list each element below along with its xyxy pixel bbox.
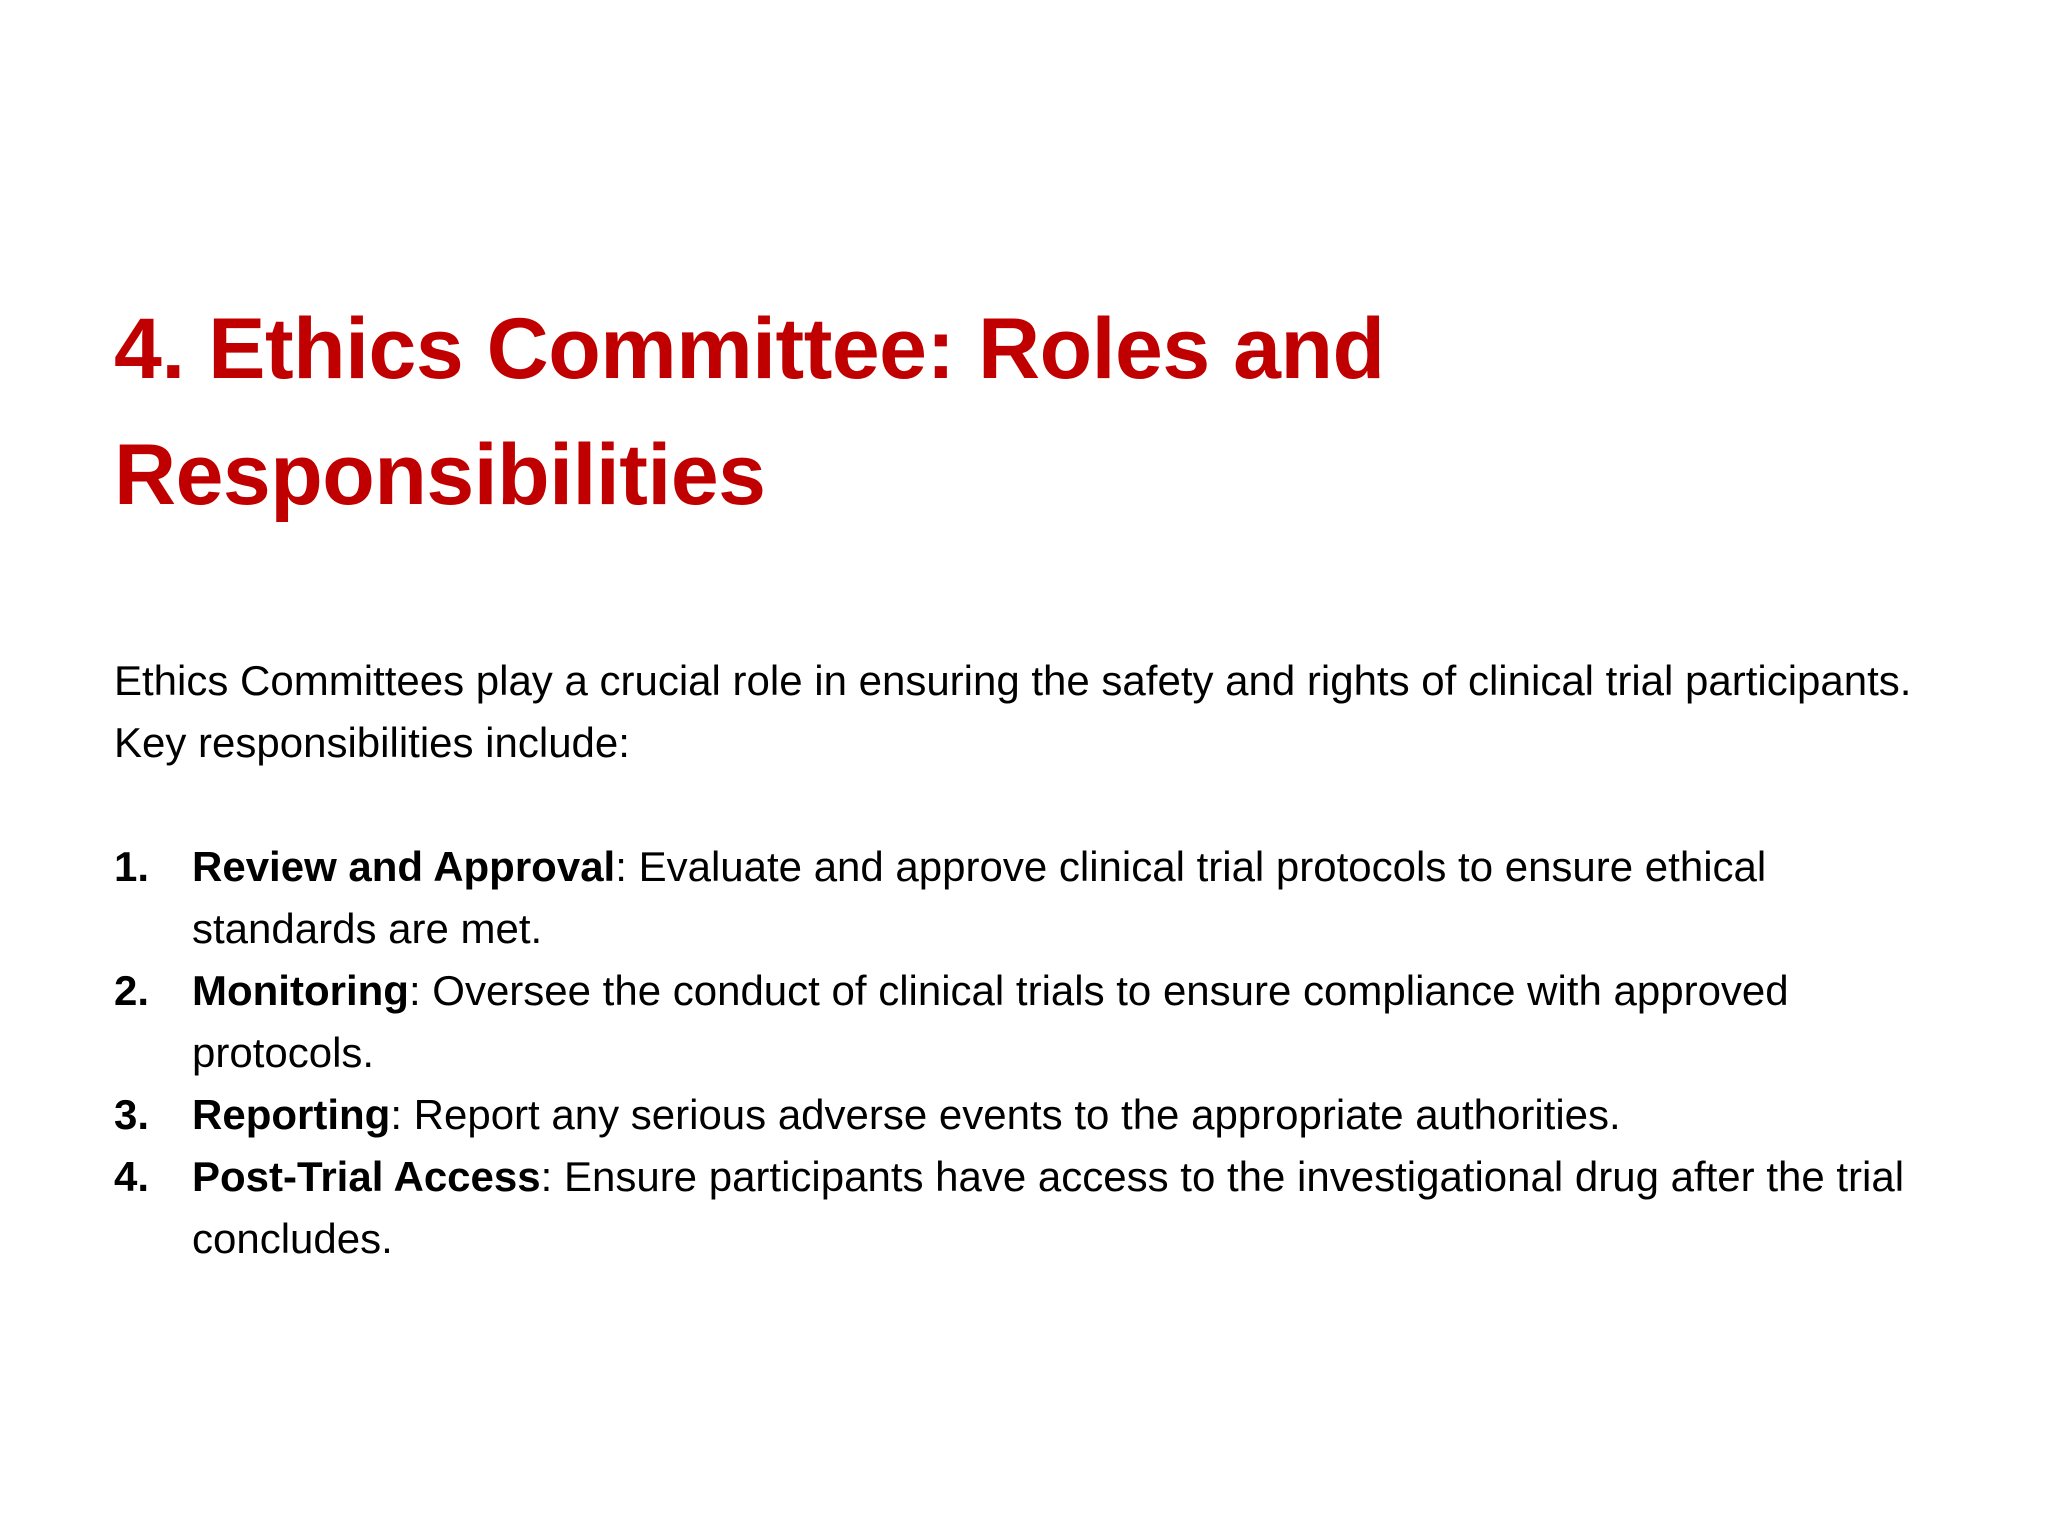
list-item-monitoring [114, 960, 1954, 1084]
list-item-post-trial-access [114, 1146, 1954, 1270]
list-item-description: : Ensure participants have access to the investigational drug after the trial concludes. [192, 1153, 1905, 1262]
list-item-term: Monitoring [192, 967, 409, 1014]
list-item-number: 1. [114, 843, 150, 890]
intro-paragraph: Ethics Committees play a crucial role in ensuring the safety and rights of clinical trial participants. Key responsibilities include: [114, 657, 1912, 766]
list-item-number: 4. [114, 1153, 150, 1200]
list-item-term: Post-Trial Access [192, 1153, 541, 1200]
list-item-term: Review and Approval [192, 843, 616, 890]
list-item-term: Reporting [192, 1091, 391, 1138]
slide-body [114, 650, 1954, 1270]
list-item-description: : Oversee the conduct of clinical trials to ensure compliance with approved protocols. [192, 967, 1789, 1076]
list-item-number: 2. [114, 967, 150, 1014]
list-item-description: : Evaluate and approve clinical trial protocols to ensure ethical standards are met. [192, 843, 1767, 952]
responsibilities-list [114, 836, 1954, 1270]
list-item-description: : Report any serious adverse events to the appropriate authorities. [390, 1091, 1621, 1138]
list-item-reporting [114, 1084, 1954, 1146]
list-item-number: 3. [114, 1091, 150, 1138]
slide-title: 4. Ethics Committee: Roles and Responsibilities [114, 301, 1385, 523]
list-item-review-approval [114, 836, 1954, 960]
